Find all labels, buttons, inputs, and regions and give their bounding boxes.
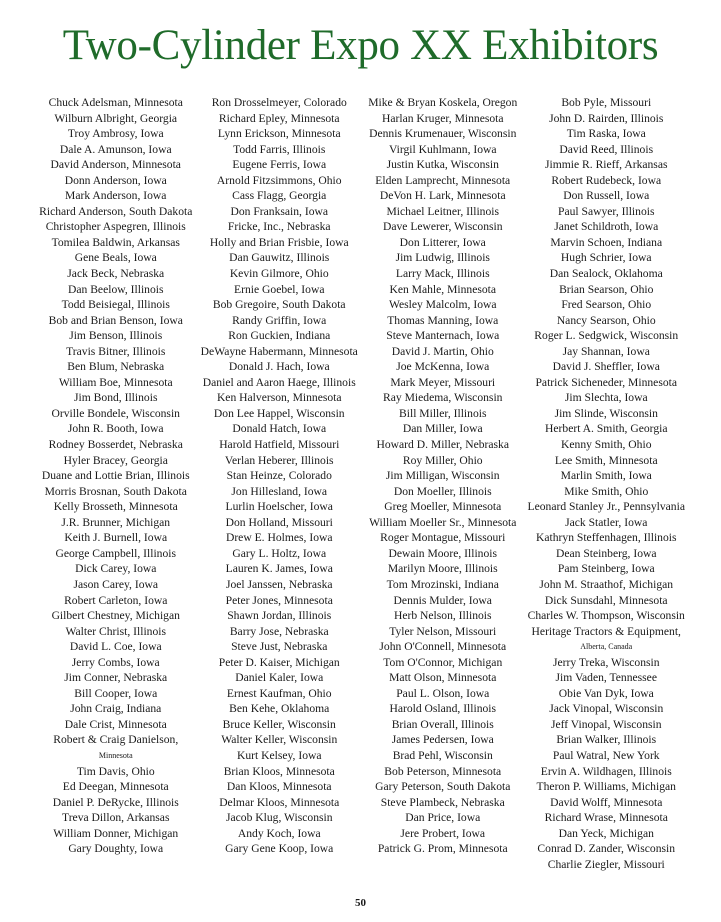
exhibitor-entry: David J. Martin, Ohio <box>391 344 494 358</box>
exhibitor-entry: Paul Watral, New York <box>552 748 660 762</box>
exhibitor-entry: Dick Sunsdahl, Minnesota <box>544 593 668 607</box>
exhibitor-entry: DeVon H. Lark, Minnesota <box>379 189 506 203</box>
exhibitor-entry: Dean Steinberg, Iowa <box>555 546 657 560</box>
exhibitor-entry: Gary Doughty, Iowa <box>68 842 164 856</box>
exhibitor-entry: Ervin A. Wildhagen, Illinois <box>540 764 672 778</box>
exhibitor-entry: David Reed, Illinois <box>559 142 654 156</box>
exhibitor-entry: Justin Kutka, Wisconsin <box>386 158 499 172</box>
exhibitor-entry: Gary Gene Koop, Iowa <box>225 842 334 856</box>
exhibitor-entry: Bill Miller, Illinois <box>399 406 487 420</box>
exhibitor-entry: Richard Epley, Minnesota <box>218 111 340 125</box>
exhibitor-entry: Herb Nelson, Illinois <box>393 609 492 623</box>
exhibitor-entry: Jack Vinopal, Wisconsin <box>549 702 664 716</box>
exhibitor-entry: Marvin Schoen, Indiana <box>550 235 663 249</box>
exhibitor-entry: David L. Coe, Iowa <box>69 640 162 654</box>
exhibitor-entry: Treva Dillon, Arkansas <box>62 811 170 825</box>
exhibitor-entry: Ernie Goebel, Iowa <box>234 282 325 296</box>
exhibitor-entry: Rodney Bosserdet, Nebraska <box>48 438 183 452</box>
exhibitor-entry: Tom O'Connor, Michigan <box>383 655 503 669</box>
exhibitor-entry: Greg Moeller, Minnesota <box>384 500 502 514</box>
exhibitor-entry: Jerry Treka, Wisconsin <box>552 655 660 669</box>
exhibitor-entry: Peter Jones, Minnesota <box>225 593 333 607</box>
exhibitor-entry: David Anderson, Minnesota <box>50 158 181 172</box>
exhibitor-entry: Theron P. Williams, Michigan <box>536 780 676 794</box>
exhibitor-entry: Mike & Bryan Koskela, Oregon <box>368 96 518 109</box>
exhibitor-entry: Brian Searson, Ohio <box>559 282 654 296</box>
exhibitor-entry: Robert Carleton, Iowa <box>64 593 168 607</box>
exhibitor-entry: Hyler Bracey, Georgia <box>63 453 168 467</box>
exhibitor-entry: Dan Sealock, Oklahoma <box>549 267 663 281</box>
exhibitor-entry: Jim Vaden, Tennessee <box>555 671 657 685</box>
exhibitor-entry: Jim Ludwig, Illinois <box>395 251 490 265</box>
exhibitor-entry: Larry Mack, Illinois <box>395 267 490 281</box>
exhibitor-entry: William Boe, Minnesota <box>58 375 173 389</box>
exhibitor-entry: Kenny Smith, Ohio <box>561 438 652 452</box>
exhibitor-entry: Dennis Mulder, Iowa <box>393 593 492 607</box>
exhibitor-column-3 <box>361 95 525 872</box>
exhibitor-entry: Jason Carey, Iowa <box>73 577 159 591</box>
exhibitor-entry: Patrick G. Prom, Minnesota <box>377 842 508 856</box>
exhibitor-entry: Dale A. Amunson, Iowa <box>59 142 172 156</box>
exhibitor-entry: William Moeller Sr., Minnesota <box>369 515 517 529</box>
exhibitor-entry: Brian Kloos, Minnesota <box>223 764 335 778</box>
exhibitor-entry: Roger L. Sedgwick, Wisconsin <box>534 329 679 343</box>
exhibitor-entry: Brian Overall, Illinois <box>391 717 494 731</box>
exhibitor-entry: Jim Slinde, Wisconsin <box>554 406 658 420</box>
exhibitor-entry: Steve Plambeck, Nebraska <box>380 795 505 809</box>
exhibitor-entry: John O'Connell, Minnesota <box>379 640 507 654</box>
exhibitor-entry: Todd Beisiegal, Illinois <box>61 298 170 312</box>
exhibitor-entry: Bob Gregoire, South Dakota <box>212 298 346 312</box>
exhibitor-entry: Dan Price, Iowa <box>405 811 481 825</box>
exhibitor-entry: John D. Rairden, Illinois <box>549 111 664 125</box>
exhibitor-entry: Don Litterer, Iowa <box>399 235 486 249</box>
exhibitor-entry: Lurlin Hoelscher, Iowa <box>225 500 333 514</box>
exhibitor-column-4 <box>525 95 689 872</box>
exhibitor-entry: Charlie Ziegler, Missouri <box>547 857 665 871</box>
exhibitor-entry: Verlan Heberer, Illinois <box>224 453 334 467</box>
exhibitor-entry: Dave Lewerer, Wisconsin <box>382 220 503 234</box>
exhibitor-entry: Bruce Keller, Wisconsin <box>222 717 336 731</box>
exhibitor-entry: William Donner, Michigan <box>53 826 179 840</box>
exhibitor-entry: Heritage Tractors & Equipment, <box>531 624 681 638</box>
exhibitor-entry: Conrad D. Zander, Wisconsin <box>537 842 676 856</box>
exhibitor-entry: Keith J. Burnell, Iowa <box>64 531 168 545</box>
exhibitor-entry: Roy Miller, Ohio <box>402 453 483 467</box>
exhibitor-entry: Jim Milligan, Wisconsin <box>385 469 500 483</box>
exhibitor-entry: Marlin Smith, Iowa <box>560 469 652 483</box>
exhibitor-entry: Daniel and Aaron Haege, Illinois <box>202 375 356 389</box>
exhibitor-entry: Christopher Aspegren, Illinois <box>45 220 186 234</box>
exhibitor-entry: Fred Searson, Ohio <box>561 298 652 312</box>
exhibitor-entry: Lynn Erickson, Minnesota <box>217 127 341 141</box>
exhibitor-entry: Joe McKenna, Iowa <box>396 360 490 374</box>
exhibitor-entry: Tim Raska, Iowa <box>566 127 646 141</box>
exhibitor-entry: Matt Olson, Minnesota <box>389 671 497 685</box>
exhibitor-entry: Dan Gauwitz, Illinois <box>229 251 330 265</box>
exhibitor-entry: Bob Peterson, Minnesota <box>384 764 502 778</box>
exhibitor-entry: Obie Van Dyk, Iowa <box>558 686 654 700</box>
exhibitor-entry: Leonard Stanley Jr., Pennsylvania <box>527 500 685 514</box>
exhibitor-entry: Troy Ambrosy, Iowa <box>67 127 164 141</box>
exhibitor-entry: Stan Heinze, Colorado <box>226 469 332 483</box>
exhibitor-entry: Thomas Manning, Iowa <box>387 313 499 327</box>
exhibitor-entry: Dennis Krumenauer, Wisconsin <box>369 127 517 141</box>
exhibitor-entry: John R. Booth, Iowa <box>67 422 164 436</box>
exhibitor-entry: Bob Pyle, Missouri <box>561 96 652 109</box>
exhibitor-entry: Ken Halverson, Minnesota <box>216 391 342 405</box>
exhibitor-entry: Shawn Jordan, Illinois <box>227 609 332 623</box>
exhibitor-entry: Janet Schildroth, Iowa <box>554 220 659 234</box>
exhibitor-entry: Donald J. Hach, Iowa <box>228 360 330 374</box>
exhibitor-entry: Travis Bitner, Illinois <box>66 344 166 358</box>
exhibitor-entry: Richard Anderson, South Dakota <box>39 204 193 218</box>
exhibitor-entry: Kelly Brosseth, Minnesota <box>53 500 178 514</box>
exhibitor-entry: Ken Mahle, Minnesota <box>389 282 497 296</box>
exhibitor-entry: Tom Mrozinski, Indiana <box>386 577 499 591</box>
exhibitor-entry: Don Franksain, Iowa <box>230 204 329 218</box>
exhibitor-entry: Gilbert Chestney, Michigan <box>51 609 180 623</box>
exhibitor-entry: Richard Wrase, Minnesota <box>544 811 668 825</box>
exhibitor-entry: Kurt Kelsey, Iowa <box>236 748 322 762</box>
exhibitor-entry: Tomilea Baldwin, Arkansas <box>51 235 180 249</box>
exhibitor-entry: Morris Brosnan, South Dakota <box>44 484 187 498</box>
exhibitor-entry: Jere Probert, Iowa <box>400 826 486 840</box>
exhibitor-entry: Roger Montague, Missouri <box>380 531 506 545</box>
exhibitor-entry: Alberta, Canada <box>580 642 633 652</box>
exhibitor-entry: Dan Beelow, Illinois <box>67 282 164 296</box>
exhibitor-entry: Barry Jose, Nebraska <box>229 624 329 638</box>
exhibitor-entry: Jim Slechta, Iowa <box>564 391 648 405</box>
exhibitor-entry: DeWayne Habermann, Minnesota <box>200 344 358 358</box>
exhibitor-entry: Charles W. Thompson, Wisconsin <box>527 609 685 623</box>
exhibitor-entry: Tyler Nelson, Missouri <box>389 624 497 638</box>
exhibitor-entry: Herbert A. Smith, Georgia <box>545 422 668 436</box>
page-title: Two-Cylinder Expo XX Exhibitors <box>62 22 659 69</box>
exhibitor-entry: James Pedersen, Iowa <box>391 733 494 747</box>
exhibitor-entry: George Campbell, Illinois <box>55 546 177 560</box>
exhibitor-entry: Andy Koch, Iowa <box>237 826 321 840</box>
exhibitor-entry: Jacob Klug, Wisconsin <box>225 811 333 825</box>
exhibitor-entry: Steve Manternach, Iowa <box>386 329 500 343</box>
exhibitor-entry: Lauren K. James, Iowa <box>225 562 333 576</box>
exhibitor-entry: Michael Leitner, Illinois <box>386 204 500 218</box>
exhibitor-entry: Mike Smith, Ohio <box>564 484 649 498</box>
exhibitor-entry: Howard D. Miller, Nebraska <box>376 438 509 452</box>
exhibitor-entry: Paul Sawyer, Illinois <box>558 204 655 218</box>
exhibitor-entry: Walter Keller, Wisconsin <box>221 733 338 747</box>
exhibitor-entry: Jack Statler, Iowa <box>565 515 648 529</box>
exhibitor-entry: Dick Carey, Iowa <box>75 562 157 576</box>
exhibitor-entry: Don Russell, Iowa <box>563 189 650 203</box>
exhibitor-entry: Marilyn Moore, Illinois <box>387 562 498 576</box>
exhibitor-entry: Jerry Combs, Iowa <box>71 655 160 669</box>
exhibitor-columns <box>34 95 688 872</box>
exhibitor-entry: Jim Conner, Nebraska <box>64 671 168 685</box>
exhibitor-entry: Dan Miller, Iowa <box>402 422 483 436</box>
exhibitor-entry: Mark Meyer, Missouri <box>390 375 496 389</box>
exhibitor-entry: Kathryn Steffenhagen, Illinois <box>536 531 677 545</box>
exhibitor-entry: Harold Hatfield, Missouri <box>219 438 340 452</box>
exhibitor-entry: Hugh Schrier, Iowa <box>560 251 652 265</box>
exhibitor-entry: Donald Hatch, Iowa <box>232 422 327 436</box>
exhibitor-entry: Don Lee Happel, Wisconsin <box>213 406 345 420</box>
exhibitor-entry: Gary L. Holtz, Iowa <box>232 546 327 560</box>
exhibitor-entry: Nancy Searson, Ohio <box>556 313 656 327</box>
exhibitor-column-1 <box>34 95 198 872</box>
exhibitor-entry: Pam Steinberg, Iowa <box>557 562 655 576</box>
exhibitor-entry: John M. Straathof, Michigan <box>539 577 674 591</box>
exhibitor-entry: Daniel Kaler, Iowa <box>235 671 324 685</box>
exhibitor-entry: Jay Shannan, Iowa <box>562 344 650 358</box>
exhibitor-entry: Walter Christ, Illinois <box>65 624 166 638</box>
exhibitor-entry: Robert Rudebeck, Iowa <box>551 173 662 187</box>
exhibitor-entry: Wesley Malcolm, Iowa <box>388 298 497 312</box>
exhibitor-entry: Dewain Moore, Illinois <box>388 546 497 560</box>
exhibitor-entry: Don Moeller, Illinois <box>393 484 492 498</box>
exhibitor-entry: Daniel P. DeRycke, Illinois <box>52 795 179 809</box>
exhibitor-entry: Chuck Adelsman, Minnesota <box>48 96 183 109</box>
exhibitor-entry: Minnesota <box>98 750 133 760</box>
exhibitor-entry: Dan Yeck, Michigan <box>558 826 654 840</box>
exhibitor-entry: Kevin Gilmore, Ohio <box>229 267 329 281</box>
exhibitor-entry: Steve Just, Nebraska <box>231 640 328 654</box>
exhibitor-entry: Virgil Kuhlmann, Iowa <box>388 142 497 156</box>
exhibitor-entry: Bob and Brian Benson, Iowa <box>48 313 183 327</box>
exhibitor-entry: Jon Hillesland, Iowa <box>231 484 328 498</box>
exhibitor-entry: Peter D. Kaiser, Michigan <box>218 655 340 669</box>
exhibitor-entry: Lee Smith, Minnesota <box>554 453 658 467</box>
exhibitor-entry: Arnold Fitzsimmons, Ohio <box>216 173 342 187</box>
exhibitor-entry: Delmar Kloos, Minnesota <box>219 795 340 809</box>
exhibitor-entry: Robert & Craig Danielson, <box>53 733 179 747</box>
exhibitor-entry: Ernest Kaufman, Ohio <box>226 686 332 700</box>
exhibitor-entry: Eugene Ferris, Iowa <box>232 158 327 172</box>
exhibitor-entry: Tim Davis, Ohio <box>76 764 155 778</box>
exhibitor-entry: Jimmie R. Rieff, Arkansas <box>545 158 668 172</box>
exhibitor-entry: Paul L. Olson, Iowa <box>396 686 490 700</box>
exhibitor-entry: Ben Blum, Nebraska <box>67 360 165 374</box>
exhibitor-entry: Jack Beck, Nebraska <box>67 267 165 281</box>
exhibitor-entry: Holly and Brian Frisbie, Iowa <box>209 235 349 249</box>
exhibitor-entry: J.R. Brunner, Michigan <box>61 515 171 529</box>
exhibitor-entry: Drew E. Holmes, Iowa <box>225 531 333 545</box>
exhibitor-entry: Orville Bondele, Wisconsin <box>51 406 180 420</box>
exhibitor-entry: Jim Benson, Illinois <box>69 329 163 343</box>
exhibitor-entry: Don Holland, Missouri <box>225 515 333 529</box>
exhibitor-entry: Randy Griffin, Iowa <box>232 313 327 327</box>
exhibitor-entry: Gene Beals, Iowa <box>74 251 157 265</box>
exhibitor-entry: Fricke, Inc., Nebraska <box>227 220 331 234</box>
exhibitor-entry: Joel Janssen, Nebraska <box>225 577 333 591</box>
exhibitor-entry: Bill Cooper, Iowa <box>74 686 158 700</box>
exhibitor-entry: Todd Farris, Illinois <box>233 142 326 156</box>
exhibitor-entry: Ed Deegan, Minnesota <box>62 780 169 794</box>
exhibitor-entry: Ron Drosselmeyer, Colorado <box>211 96 347 109</box>
exhibitor-entry: Harold Osland, Illinois <box>389 702 497 716</box>
page-number: 50 <box>355 897 366 909</box>
exhibitor-entry: Cass Flagg, Georgia <box>232 189 327 203</box>
exhibitor-entry: Dan Kloos, Minnesota <box>226 780 332 794</box>
exhibitor-entry: Ben Kehe, Oklahoma <box>229 702 330 716</box>
exhibitor-entry: John Craig, Indiana <box>70 702 162 716</box>
exhibitor-entry: Duane and Lottie Brian, Illinois <box>41 469 190 483</box>
exhibitor-entry: Ron Guckien, Indiana <box>228 329 331 343</box>
exhibitor-entry: Jeff Vinopal, Wisconsin <box>550 717 662 731</box>
exhibitor-entry: Brad Pehl, Wisconsin <box>392 748 493 762</box>
exhibitor-entry: Mark Anderson, Iowa <box>65 189 167 203</box>
exhibitor-entry: David Wolff, Minnesota <box>550 795 663 809</box>
exhibitor-entry: David J. Sheffler, Iowa <box>552 360 660 374</box>
exhibitor-entry: Brian Walker, Illinois <box>556 733 657 747</box>
exhibitor-entry: Ray Miedema, Wisconsin <box>383 391 503 405</box>
exhibitor-column-2 <box>198 95 362 872</box>
exhibitor-entry: Donn Anderson, Iowa <box>64 173 167 187</box>
exhibitor-entry: Patrick Sicheneder, Minnesota <box>535 375 678 389</box>
exhibitor-entry: Gary Peterson, South Dakota <box>375 780 511 794</box>
exhibitor-entry: Dale Crist, Minnesota <box>64 717 167 731</box>
exhibitor-entry: Harlan Kruger, Minnesota <box>381 111 504 125</box>
exhibitor-entry: Jim Bond, Illinois <box>74 391 158 405</box>
exhibitor-entry: Elden Lamprecht, Minnesota <box>375 173 511 187</box>
exhibitor-entry: Wilburn Albright, Georgia <box>54 111 178 125</box>
